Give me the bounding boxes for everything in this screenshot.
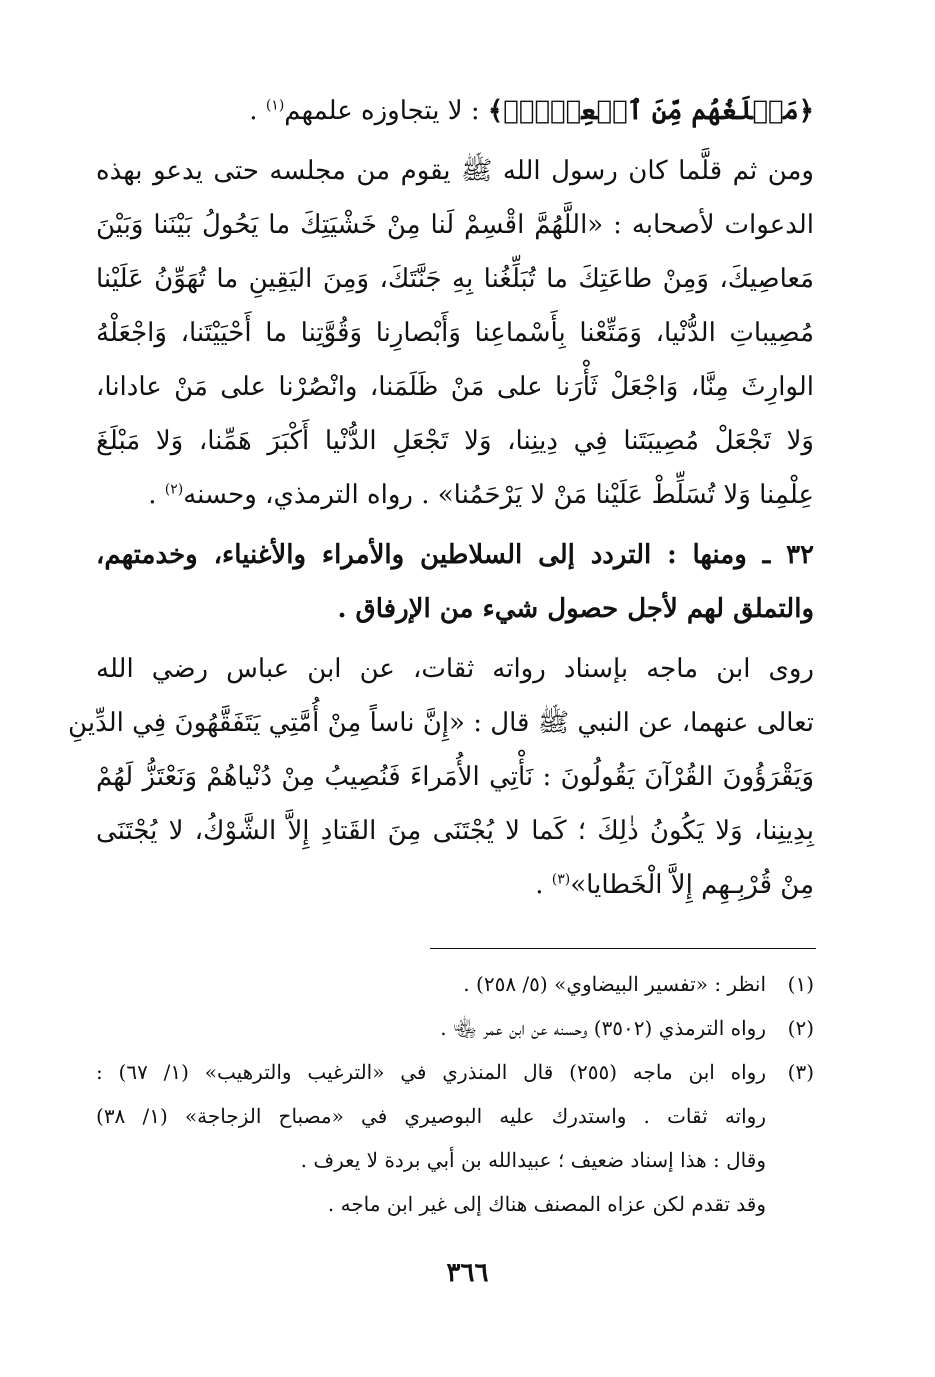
paragraph-line: وَيَقْرَؤُونَ القُرْآنَ يَقُولُونَ : نَأْتِي الأُمَراءَ فَنُصِيبُ مِنْ دُنْياهُمْ وَنَعْتَزُّ لَهُمْ [96, 762, 814, 792]
paragraph-line: روى ابن ماجه بإسناد رواته ثقات، عن ابن عباس رضي الله [96, 654, 814, 684]
heading-line: ٣٢ ـ ومنها : التردد إلى السلاطين والأمراء والأغنياء، وخدمتهم، [96, 540, 814, 570]
footnotes [96, 962, 814, 1226]
heading-line: والتملق لهم لأجل حصول شيء من الإرفاق . [337, 594, 814, 624]
paragraph-line: ومن ثم قلَّما كان رسول الله ﷺ يقوم من مجلسه حتى يدعو بهذه [96, 156, 814, 186]
paragraph-line: تعالى عنهما، عن النبي ﷺ قال : «إِنَّ ناساً مِنْ أُمَّتِي يَتَفَقَّهُونَ فِي الدِّينِ [68, 708, 814, 738]
paragraph-hadith [68, 642, 814, 912]
paragraph-last-line [96, 858, 814, 912]
footnote-ref-3[interactable]: (٣) [551, 871, 571, 888]
footnote-number: (٣) [787, 1060, 814, 1084]
footnote-3-continuation: وقد تقدم لكن عزاه المصنف هناك إلى غير ابن ماجه . [327, 1192, 766, 1216]
paragraph-text: عِلْمِنا وَلا تُسَلِّطْ عَلَيْنا مَنْ لا يَرْحَمُنا» . رواه الترمذي، وحسنه [183, 480, 814, 510]
paragraph-line: مُصِيباتِ الدُّنْيا، وَمَتِّعْنا بِأَسْماعِنا وَأَبْصارِنا وَقُوَّتِنا ما أَحْيَيْتَنا، وَاجْعَلْهُ [96, 318, 814, 348]
intro-end: . [249, 96, 266, 126]
footnote-ref-1[interactable]: (١) [265, 97, 285, 114]
footnote-text: رواه ابن ماجه (٢٥٥) قال المنذري في «الترغيب والترهيب» (١/ ٦٧) : [96, 1060, 766, 1084]
section-heading [96, 528, 814, 636]
main-text [68, 84, 814, 912]
footnote-number: (٢) [787, 1016, 814, 1040]
intro-line [96, 84, 814, 138]
paragraph-end: . [535, 870, 552, 900]
paragraph-line: مَعاصِيكَ، وَمِنْ طاعَتِكَ ما تُبَلِّغُنا بِهِ جَنَّتَكَ، وَمِنَ اليَقِينِ ما تُهَوِّنُ عَلَيْنا [96, 264, 814, 294]
footnote-number: (١) [787, 972, 814, 996]
quran-verse: ﴿مَبۡلَغُهُم مِّنَ ٱلۡعِلۡمِۚ﴾ [487, 96, 814, 126]
footnote-2 [96, 1006, 814, 1050]
footnote-1 [96, 962, 814, 1006]
paragraph-prayer [96, 144, 814, 522]
footnote-3 [96, 1050, 814, 1094]
page-number: ٣٦٦ [446, 1258, 489, 1288]
footnote-text: انظر : «تفسير البيضاوي» (٥/ ٢٥٨) . [463, 972, 766, 996]
footnote-text: رواه الترمذي (٣٥٠٢) وحسنه عن ابن عمر ﵄ . [440, 1016, 766, 1040]
paragraph-line: بِدِينِنا، وَلا يَكُونُ ذٰلِكَ ؛ كَما لا يُجْتَنَى مِنَ القَتادِ إِلاَّ الشَّوْكُ، لا يُجْتَنَى [96, 816, 814, 846]
paragraph-line: الوارِثَ مِنَّا، وَاجْعَلْ ثَأْرَنا على مَنْ ظَلَمَنا، وانْصُرْنا على مَنْ عادانا، [96, 372, 814, 402]
paragraph-end: . [148, 480, 165, 510]
footnote-3-continuation: وقال : هذا إسناد ضعيف ؛ عبيدالله بن أبي بردة لا يعرف . [300, 1148, 766, 1172]
footnote-3-continuation: رواته ثقات . واستدرك عليه البوصيري في «مصباح الزجاجة» (١/ ٣٨) [96, 1104, 766, 1128]
paragraph-text: مِنْ قُرْبِـهِم إِلاَّ الْخَطايا» [570, 870, 814, 900]
footnote-divider [430, 948, 816, 949]
paragraph-line: الدعوات لأصحابه : «اللَّهُمَّ اقْسِمْ لَنا مِنْ خَشْيَتِكَ ما يَحُولُ بَيْنَنا وَبَيْنَ [96, 210, 814, 240]
footnote-ref-2[interactable]: (٢) [164, 481, 184, 498]
paragraph-line: وَلا تَجْعَلْ مُصِيبَتَنا فِي دِينِنا، وَلا تَجْعَلِ الدُّنْيا أَكْبَرَ هَمِّنا، وَلا مَبْلَغَ [96, 426, 814, 456]
paragraph-last-line [96, 468, 814, 522]
intro-text: : لا يتجاوزه علمهم [284, 96, 488, 126]
